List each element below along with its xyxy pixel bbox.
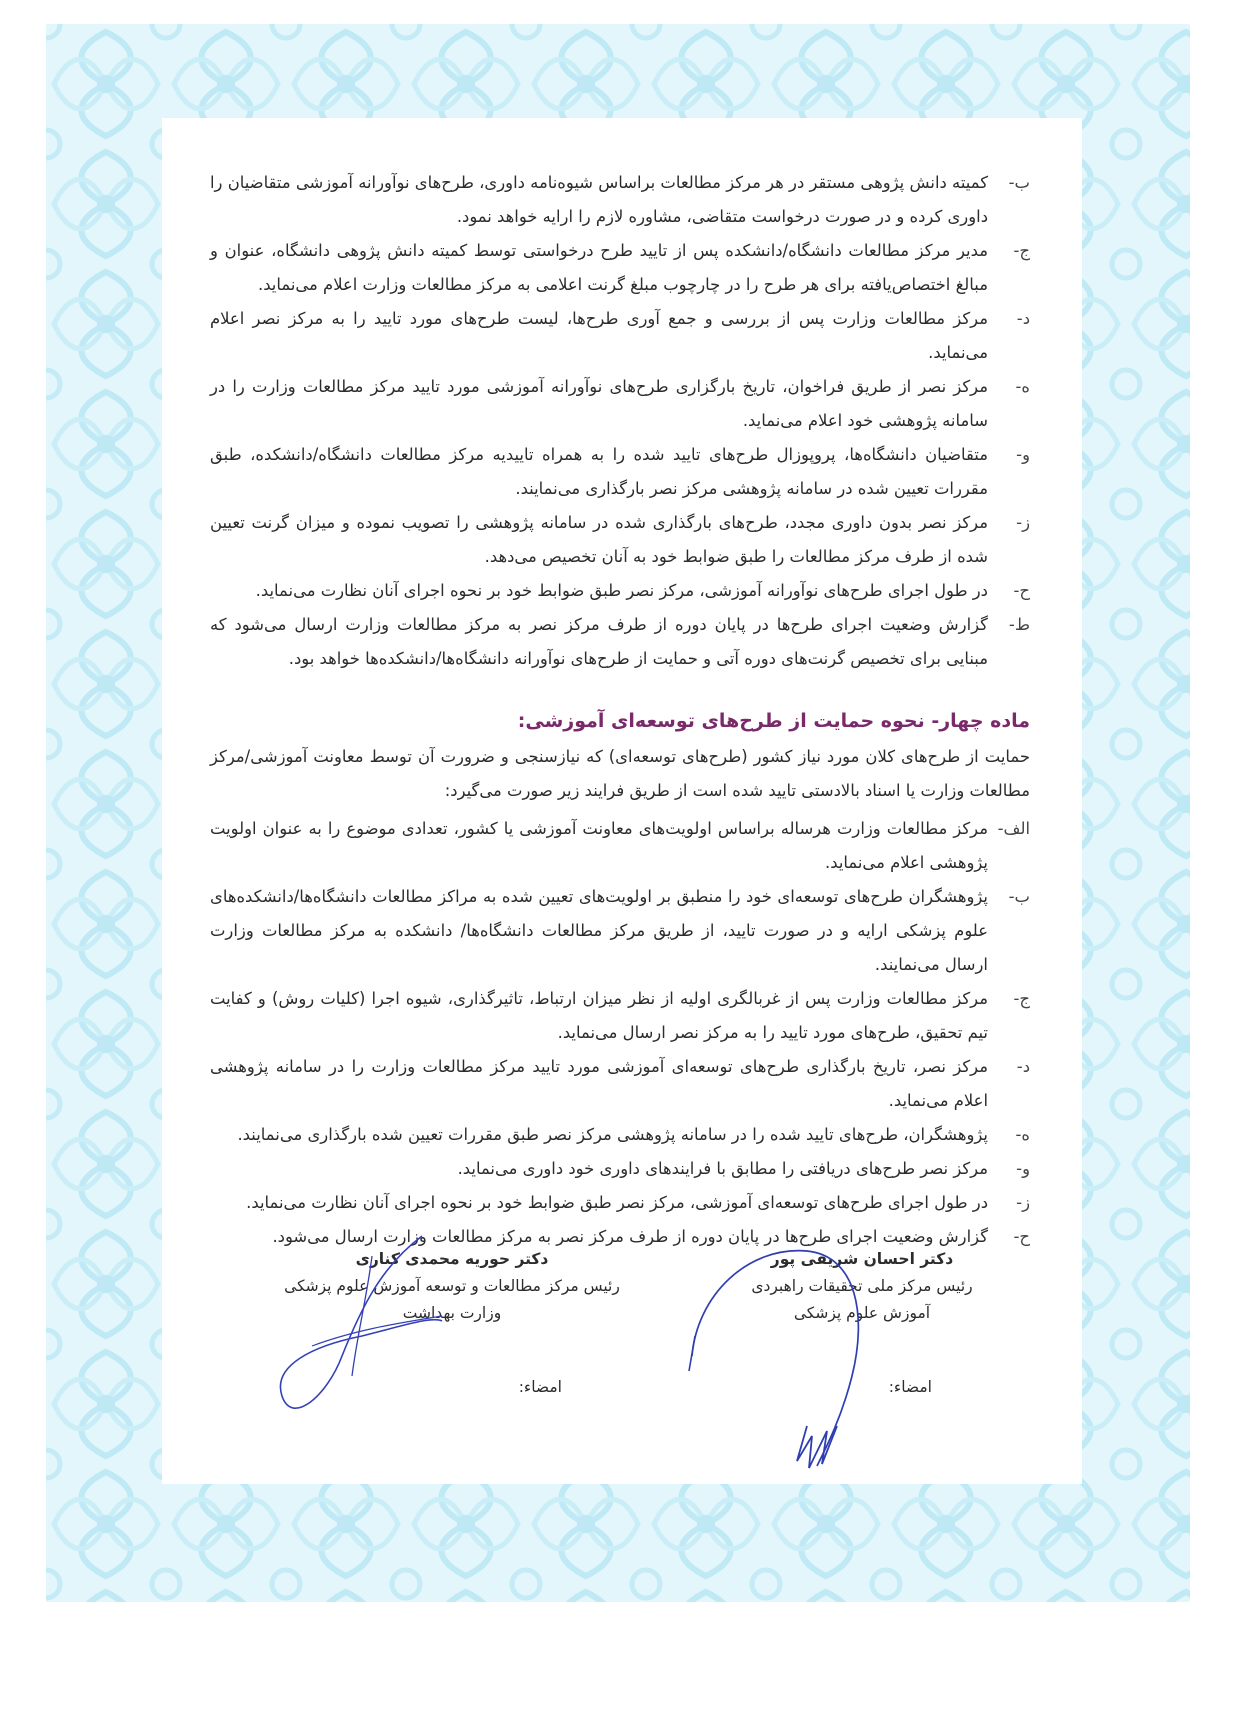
list-item: [210, 608, 1030, 676]
item-text: مرکز نصر طرح‌های دریافتی را مطابق با فرایندهای داوری خود داوری می‌نماید.: [457, 1159, 988, 1178]
list-item: [210, 574, 1030, 608]
sign-label: امضاء:: [518, 1378, 562, 1396]
signatory-title: وزارت بهداشت: [402, 1304, 502, 1322]
document-body: [210, 166, 1030, 1254]
list-item: [210, 506, 1030, 574]
item-text: مرکز مطالعات وزارت پس از غربالگری اولیه از نظر میزان ارتباط، تاثیرگذاری، شیوه اجرا (کلیات روش) و کفایت تیم تحقیق، طرح‌های مورد تایید را به مرکز نصر ارسال می‌نماید.: [210, 989, 988, 1042]
item-marker: ج-: [1013, 241, 1030, 260]
list-item: [210, 1050, 1030, 1118]
signature-block-right: [272, 1246, 632, 1396]
sign-label: امضاء:: [888, 1378, 932, 1396]
item-text: مرکز نصر بدون داوری مجدد، طرح‌های بارگذاری شده در سامانه پژوهشی را تصویب نموده و میزان گرنت تعیین شده از طرف مرکز مطالعات را طبق ضوابط خود به آنان تخصیص می‌دهد.: [210, 513, 988, 566]
list-item: [210, 1186, 1030, 1220]
item-text: گزارش وضعیت اجرای طرح‌ها در پایان دوره از طرف مرکز نصر به مرکز مطالعات وزارت ارسال می‌شود.: [272, 1227, 988, 1246]
list-item: [210, 302, 1030, 370]
item-text: مرکز مطالعات وزارت هرساله براساس اولویت‌های معاونت آموزشی یا کشور، تعدادی موضوع را به عنوان اولویت پژوهشی اعلام می‌نماید.: [210, 819, 988, 872]
item-marker: ز-: [1016, 1193, 1030, 1212]
item-marker: ه-: [1015, 377, 1030, 396]
item-text: در طول اجرای طرح‌های توسعه‌ای آموزشی، مرکز نصر طبق ضوابط خود بر نحوه اجرای آنان نظارت می‌نماید.: [246, 1193, 988, 1212]
signatory-name: دکتر حوریه محمدی کناری: [355, 1250, 549, 1268]
item-marker: الف-: [997, 819, 1030, 838]
item-text: پژوهشگران، طرح‌های تایید شده را در سامانه پژوهشی مرکز نصر طبق مقررات تعیین شده بارگذاری می‌نمایند.: [237, 1125, 988, 1144]
item-marker: د-: [1016, 309, 1030, 328]
item-text: در طول اجرای طرح‌های نوآورانه آموزشی، مرکز نصر طبق ضوابط خود بر نحوه اجرای آنان نظارت می‌نماید.: [255, 581, 988, 600]
section-three-list: [210, 166, 1030, 676]
item-marker: و-: [1016, 1159, 1030, 1178]
signatory-title: رئیس مرکز ملی تحقیقات راهبردی: [751, 1277, 973, 1295]
signature-block-left: [682, 1246, 1042, 1396]
item-marker: د-: [1016, 1057, 1030, 1076]
item-text: پژوهشگران طرح‌های توسعه‌ای خود را منطبق بر اولویت‌های تعیین شده به مراکز مطالعات دانشگاه‌ها/دانشکده‌های علوم پزشکی ارایه و در صورت تایید، از طریق مرکز مطالعات دانشگاه‌ها/ دانشکده به مرکز مطالعات وزارت ارسال می‌نمایند.: [210, 887, 988, 974]
section-four-list: [210, 812, 1030, 1254]
signatory-name: دکتر احسان شریفی پور: [770, 1250, 954, 1268]
item-text: مرکز نصر، تاریخ بارگذاری طرح‌های توسعه‌ای آموزشی مورد تایید مرکز مطالعات وزارت را در سامانه پژوهشی اعلام می‌نماید.: [210, 1057, 988, 1110]
item-marker: و-: [1016, 445, 1030, 464]
item-marker: ب-: [1008, 887, 1030, 906]
item-text: مدیر مرکز مطالعات دانشگاه/دانشکده پس از تایید طرح درخواستی توسط کمیته دانش پژوهی دانشگاه، عنوان و مبالغ اختصاص‌یافته برای هر طرح را در چارچوب مبلغ گرنت اعلامی به مرکز مطالعات وزارت اعلام می‌نماید.: [210, 241, 988, 294]
item-marker: ح-: [1013, 1227, 1030, 1246]
item-marker: ز-: [1016, 513, 1030, 532]
list-item: [210, 1118, 1030, 1152]
item-marker: ب-: [1008, 173, 1030, 192]
list-item: [210, 370, 1030, 438]
item-text: مرکز مطالعات وزارت پس از بررسی و جمع آوری طرح‌ها، لیست طرح‌های مورد تایید را به مرکز نصر اعلام می‌نماید.: [210, 309, 988, 362]
item-marker: ه-: [1015, 1125, 1030, 1144]
list-item: [210, 982, 1030, 1050]
item-marker: ح-: [1013, 581, 1030, 600]
list-item: [210, 438, 1030, 506]
list-item: [210, 812, 1030, 880]
section-four-intro: حمایت از طرح‌های کلان مورد نیاز کشور (طرح‌های توسعه‌ای) که نیازسنجی و ضرورت آن توسط معاونت آموزشی/مرکز مطالعات وزارت یا اسناد بالادستی تایید شده است از طریق فرایند زیر صورت می‌گیرد:: [210, 747, 1030, 800]
item-text: متقاضیان دانشگاه‌ها، پروپوزال طرح‌های تایید شده را به همراه تاییدیه مرکز مطالعات دانشگاه/دانشکده، طبق مقررات تعیین شده در سامانه پژوهشی مرکز نصر بارگذاری می‌نمایند.: [210, 445, 988, 498]
list-item: [210, 1152, 1030, 1186]
signatory-title: رئیس مرکز مطالعات و توسعه آموزش علوم پزشکی: [284, 1277, 620, 1295]
list-item: [210, 880, 1030, 982]
item-marker: ج-: [1013, 989, 1030, 1008]
item-text: مرکز نصر از طریق فراخوان، تاریخ بارگزاری طرح‌های نوآورانه آموزشی مورد تایید مرکز مطالعات وزارت را در سامانه پژوهشی خود اعلام می‌نماید.: [210, 377, 988, 430]
list-item: [210, 166, 1030, 234]
section-four-heading: ماده چهار- نحوه حمایت از طرح‌های توسعه‌ای آموزشی:: [517, 710, 1030, 732]
item-text: کمیته دانش پژوهی مستقر در هر مرکز مطالعات براساس شیوه‌نامه داوری، طرح‌های نوآورانه آموزشی متقاضیان را داوری کرده و در صورت درخواست متقاضی، مشاوره لازم را ارایه خواهد نمود.: [210, 173, 988, 226]
item-marker: ط-: [1008, 615, 1030, 634]
signatory-title: آموزش علوم پزشکی: [793, 1304, 931, 1322]
list-item: [210, 234, 1030, 302]
signature-section: [232, 1246, 1012, 1476]
item-text: گزارش وضعیت اجرای طرح‌ها در پایان دوره از طرف مرکز نصر به مرکز مطالعات وزارت ارسال می‌شود که مبنایی برای تخصیص گرنت‌های دوره آتی و حمایت از طرح‌های نوآورانه دانشگاه‌ها/دانشکده‌ها خواهد بود.: [210, 615, 988, 668]
